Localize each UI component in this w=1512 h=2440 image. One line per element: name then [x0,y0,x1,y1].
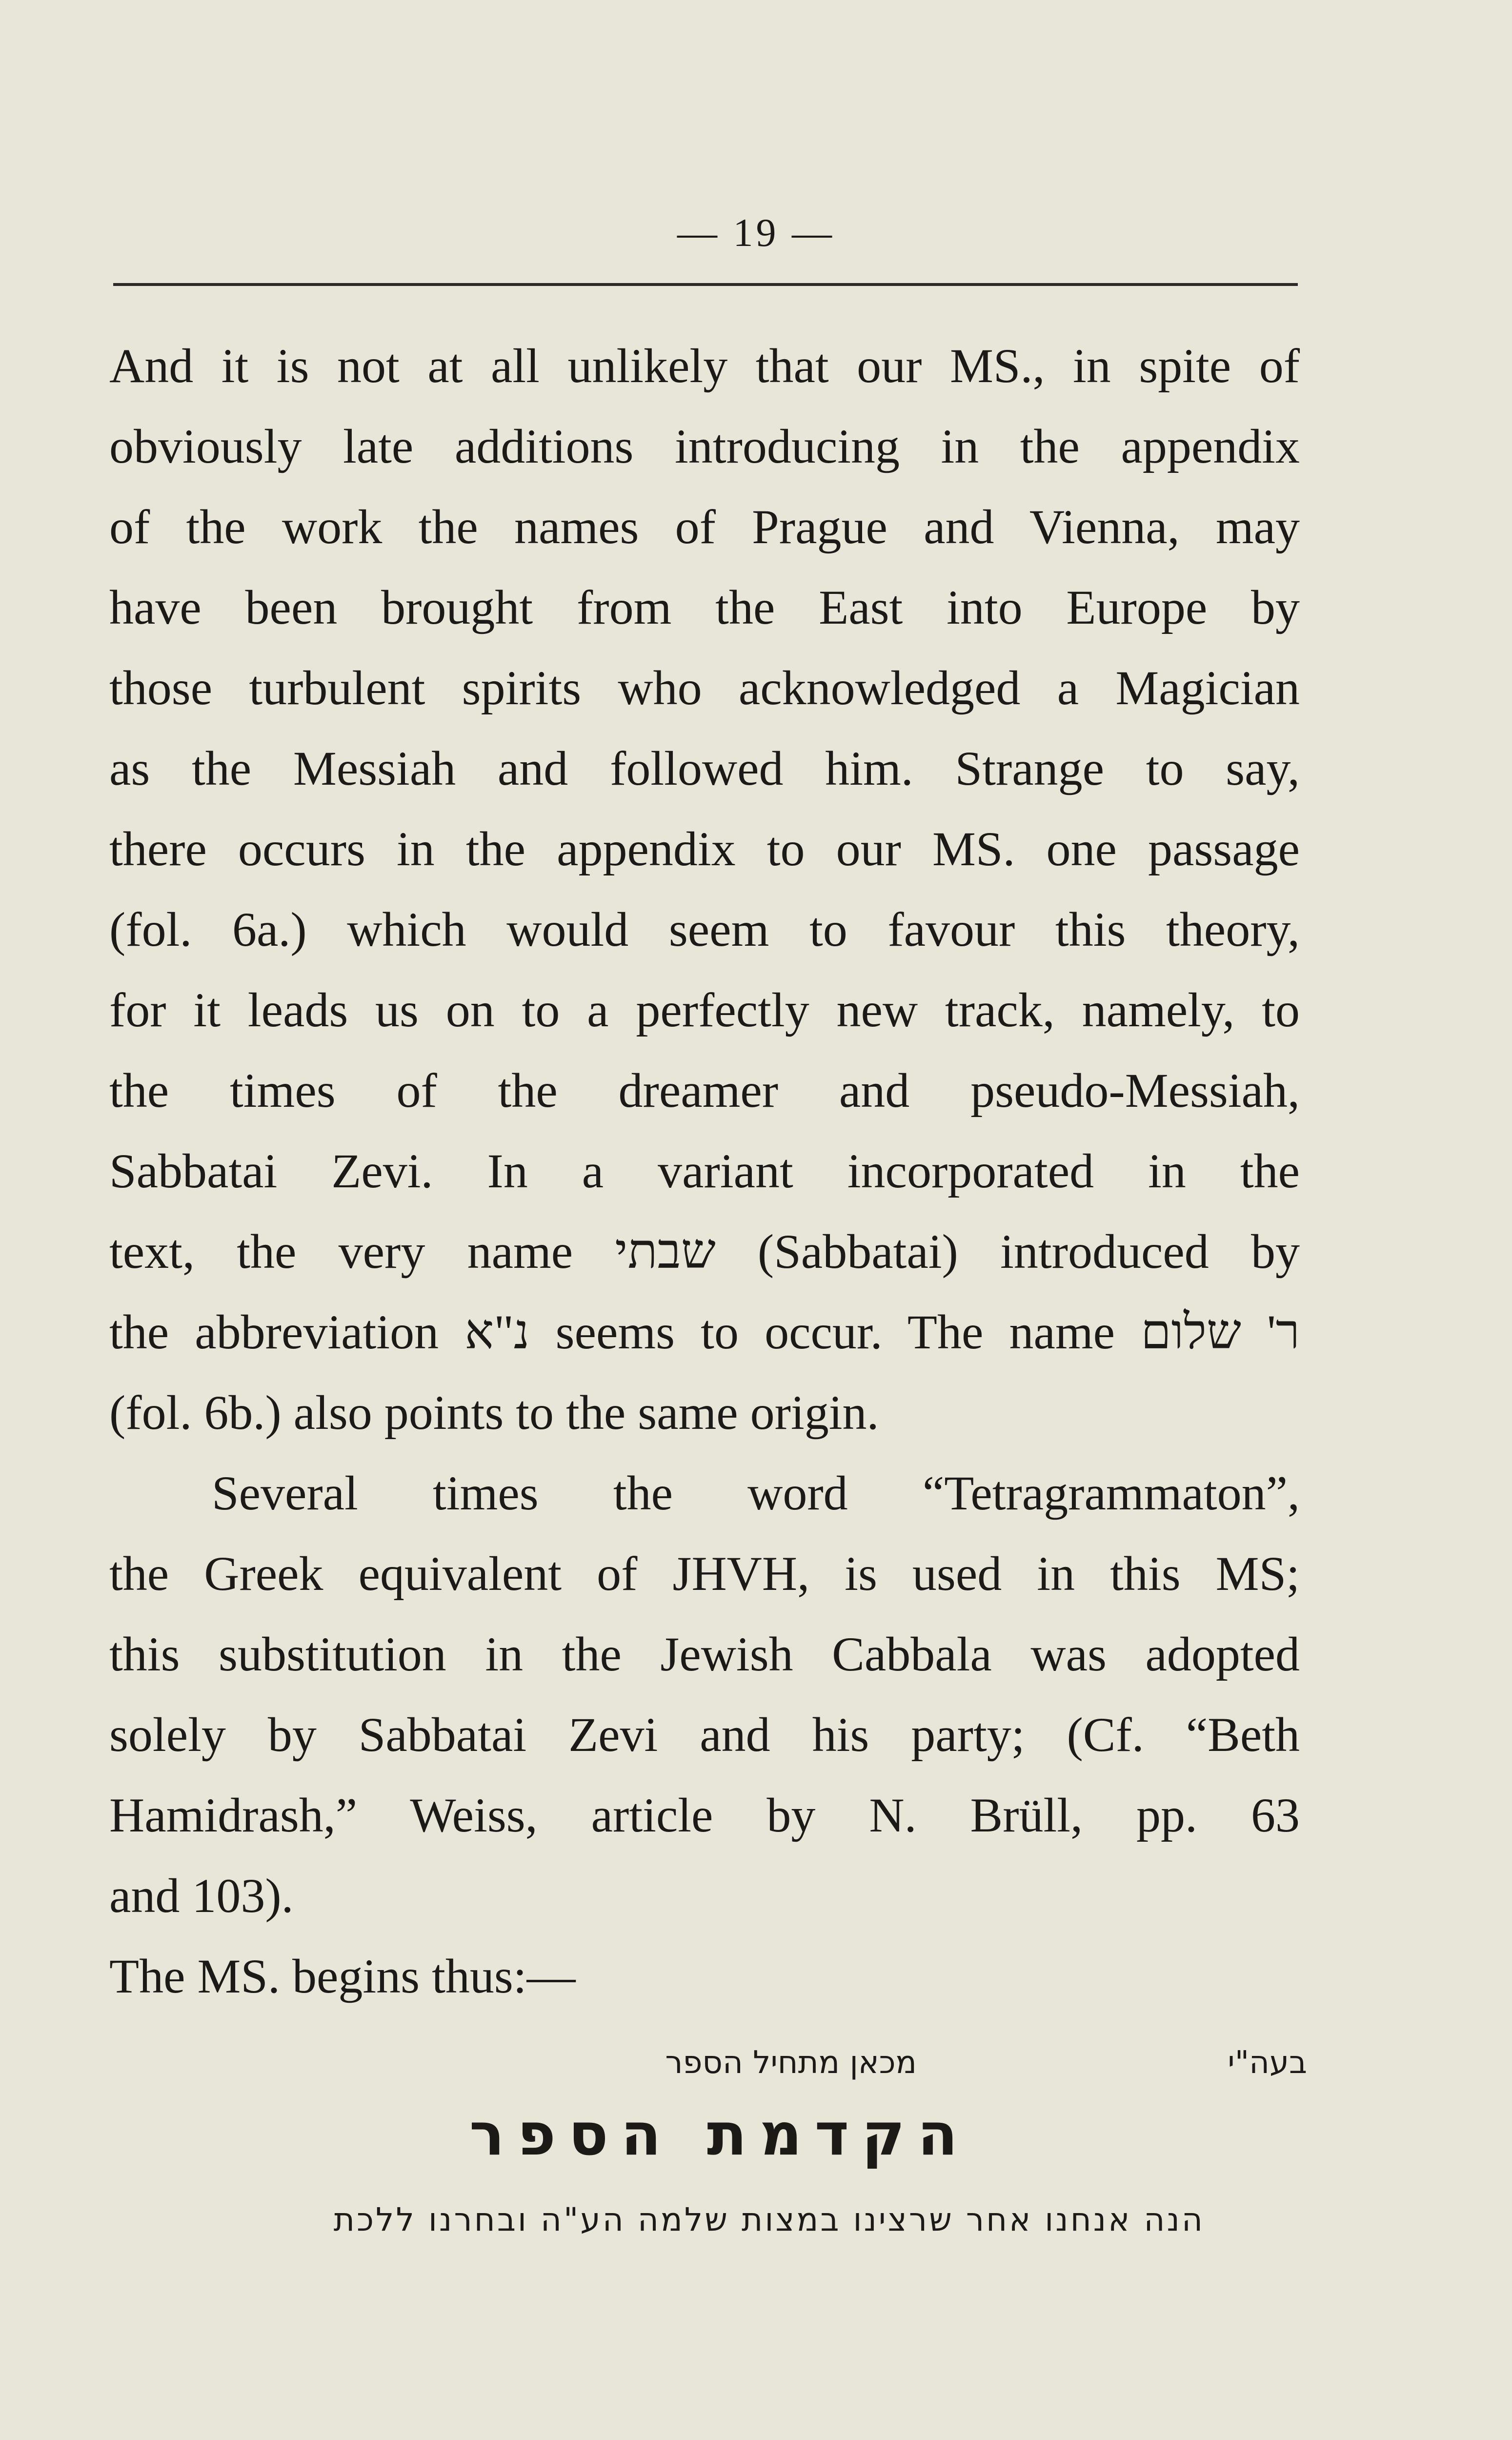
hebrew-heading-small: מכאן מתחיל הספר [665,2045,917,2081]
text-line: of the work the names of Prague and Vienna, may [109,500,1300,554]
text-line: the Greek equivalent of JHVH, is used in this MS; [109,1546,1300,1601]
text-line: solely by Sabbatai Zevi and his party; (Cf. “Beth [109,1708,1300,1762]
text-line: And it is not at all unlikely that our MS., in spite of [109,339,1300,393]
text-line: the times of the dreamer and pseudo-Messiah, [109,1063,1300,1118]
text-line: this substitution in the Jewish Cabbala was adopted [109,1627,1300,1681]
text-line: text, the very name שבתי (Sabbatai) introduced by [109,1224,1300,1279]
text-line: have been brought from the East into Europe by [109,580,1300,634]
text-line: the abbreviation נ"א seems to occur. The name ר' שלום [109,1305,1300,1359]
hebrew-title: הקדמת הספר [469,2101,970,2169]
text-line: Several times the word “Tetragrammaton”, [212,1466,1300,1520]
text-line: (fol. 6a.) which would seem to favour this theory, [109,902,1300,956]
text-line: and 103). [109,1869,294,1923]
hebrew-first-line: הנה אנחנו אחר שרצינו במצות שלמה הע"ה ובחרנו ללכת [333,2201,1205,2238]
text-line: (fol. 6b.) also points to the same origin. [109,1385,879,1440]
ms-begins-line: The MS. begins thus:— [109,1949,576,2003]
text-line: obviously late additions introducing in the appendix [109,419,1300,473]
page-number: — 19 — [677,210,835,255]
hebrew-abbreviation: בעה"י [1228,2045,1307,2081]
header-rule [113,283,1298,286]
text-line: there occurs in the appendix to our MS. one passage [109,822,1300,876]
text-line: for it leads us on to a perfectly new track, namely, to [109,983,1300,1037]
text-line: Sabbatai Zevi. In a variant incorporated in the [109,1144,1300,1198]
text-line: Hamidrash,” Weiss, article by N. Brüll, pp. 63 [109,1788,1300,1842]
text-line: as the Messiah and followed him. Strange to say, [109,741,1300,795]
text-line: those turbulent spirits who acknowledged a Magician [109,661,1300,715]
